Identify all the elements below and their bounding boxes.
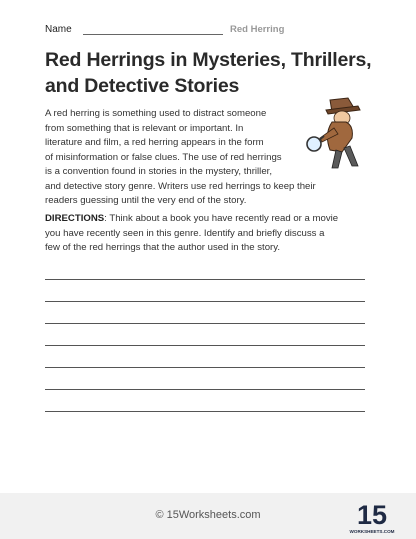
intro-line: and detective story genre. Writers use red herrings to keep their bbox=[45, 180, 316, 192]
directions-label: DIRECTIONS bbox=[45, 213, 105, 224]
name-field[interactable] bbox=[83, 34, 223, 35]
intro-line: of misinformation or false clues. The use of red herrings bbox=[45, 151, 282, 163]
answer-line[interactable] bbox=[45, 345, 365, 346]
intro-line: is a convention found in stories in the mystery, thriller, bbox=[45, 166, 272, 177]
directions-line: you have recently seen in this genre. Identify and briefly discuss a bbox=[45, 227, 325, 239]
logo-text: WORKSHEETS.COM bbox=[349, 529, 395, 534]
intro-line: from something that is relevant or important. In bbox=[45, 122, 244, 134]
answer-line[interactable] bbox=[45, 323, 365, 324]
intro-line: A red herring is something used to distract someone bbox=[45, 108, 267, 119]
directions-paragraph bbox=[45, 212, 375, 256]
directions-line bbox=[45, 212, 375, 227]
title-line-1: Red Herrings in Mysteries, Thrillers, bbox=[45, 49, 372, 71]
intro-paragraph bbox=[45, 107, 363, 209]
worksheet-title bbox=[45, 47, 375, 99]
title-line-2: and Detective Stories bbox=[45, 75, 240, 97]
name-label: Name bbox=[45, 24, 72, 35]
answer-line[interactable] bbox=[45, 301, 365, 302]
answer-line[interactable] bbox=[45, 411, 365, 412]
answer-line[interactable] bbox=[45, 279, 365, 280]
intro-line: readers guessing until the very end of the story. bbox=[45, 195, 247, 206]
answer-line[interactable] bbox=[45, 389, 365, 390]
copyright-text: © 15Worksheets.com bbox=[155, 509, 261, 521]
name-row bbox=[45, 24, 375, 38]
intro-line: literature and film, a red herring appears in the form bbox=[45, 137, 264, 148]
directions-line: few of the red herrings that the author used in the story. bbox=[45, 242, 281, 253]
logo-number: 15 bbox=[356, 500, 388, 530]
topic-label: Red Herring bbox=[230, 24, 285, 35]
15worksheets-logo bbox=[349, 496, 395, 536]
answer-line[interactable] bbox=[45, 367, 365, 368]
directions-text: : Think about a book you have recently read or a movie bbox=[104, 213, 339, 224]
